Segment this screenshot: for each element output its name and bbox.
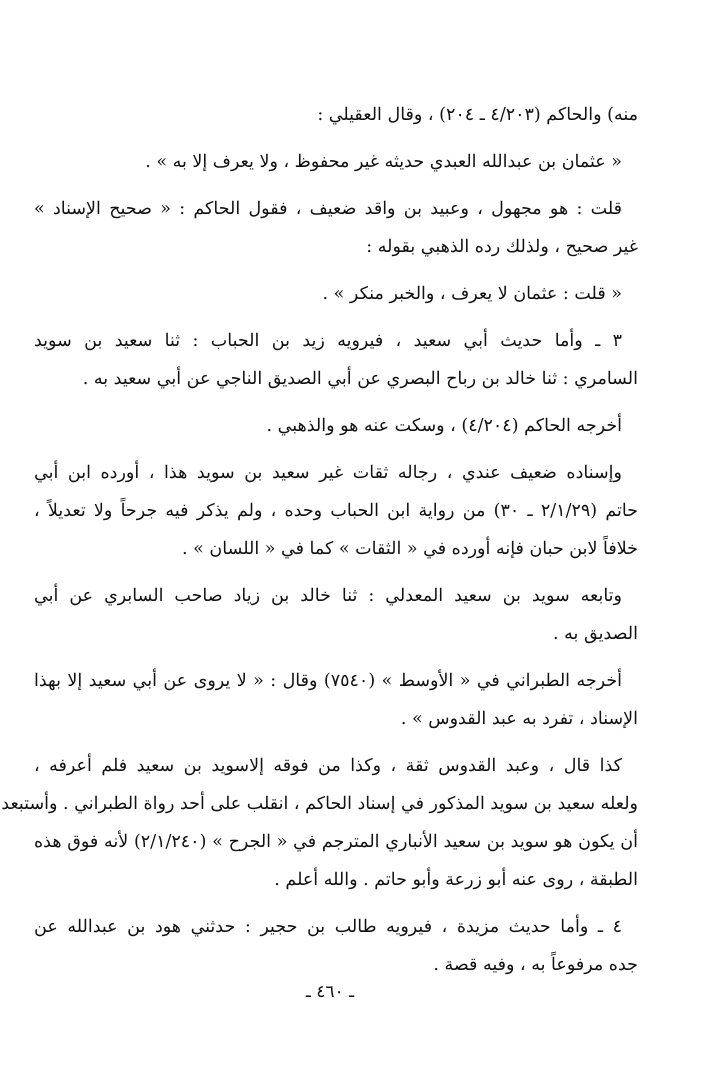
paragraph-tabarani-awsat <box>34 662 638 738</box>
text-line: منه) والحاكم (٤/٢٠٣ ـ ٢٠٤) ، وقال العقيلي : <box>317 105 638 125</box>
text-line: أخرجه الحاكم (٤/٢٠٤) ، وسكت عنه هو والذهبي . <box>266 416 622 436</box>
text-line: السامري : ثنا خالد بن رباح البصري عن أبي الصديق الناجي عن أبي سعيد به . <box>82 369 638 389</box>
paragraph-hakim-takhrij <box>34 407 638 445</box>
text-line: أخرجه الطبراني في « الأوسط » (٧٥٤٠) وقال : « لا يروى عن أبي سعيد إلا بهذا <box>34 671 622 691</box>
text-line: الصديق به . <box>553 624 638 644</box>
text-line: الإسناد ، تفرد به عبد القدوس » . <box>400 709 638 729</box>
text-line: غير صحيح ، ولذلك رده الذهبي بقوله : <box>366 237 638 257</box>
paragraph-majhul-comment <box>34 190 638 266</box>
text-line: كذا قال ، وعبد القدوس ثقة ، وكذا من فوقه إلاسويد بن سعيد فلم أعرفه ، <box>34 756 622 776</box>
text-line: الطبقة ، روى عنه أبو زرعة وأبو حاتم . والله أعلم . <box>274 870 638 890</box>
paragraph-mazyada-hadith <box>34 908 638 984</box>
text-line: وإسناده ضعيف عندي ، رجاله ثقات غير سعيد بن سويد هذا ، أورده ابن أبي <box>34 463 622 483</box>
paragraph-abu-said-hadith <box>34 322 638 398</box>
text-line: قلت : هو مجهول ، وعبيد بن واقد ضعيف ، فقول الحاكم : « صحيح الإسناد » <box>34 199 622 219</box>
text-line: « قلت : عثمان لا يعرف ، والخبر منكر » . <box>322 284 622 304</box>
page-body <box>1 96 638 993</box>
text-line: جده مرفوعاً به ، وفيه قصة . <box>433 955 638 975</box>
text-line: ٤ ـ وأما حديث مزيدة ، فيرويه طالب بن حجير : حدثني هود بن عبدالله عن <box>34 917 622 937</box>
paragraph-dhahabi-quote <box>34 275 638 313</box>
paragraph-kadha-qal <box>1 747 638 899</box>
text-line: وتابعه سويد بن سعيد المعدلي : ثنا خالد بن زياد صاحب السابري عن أبي <box>34 586 622 606</box>
text-line: « عثمان بن عبدالله العبدي حديثه غير محفوظ ، ولا يعرف إلا به » . <box>145 152 622 172</box>
text-line: حاتم (٢/١/٢٩ ـ ٣٠) من رواية ابن الحباب وحده ، ولم يذكر فيه جرحاً ولا تعديلاً ، <box>34 501 638 521</box>
page-number: ـ ٤٦٠ ـ <box>305 982 355 1002</box>
paragraph-isnad-daif <box>34 454 638 568</box>
text-line: خلافاً لابن حبان فإنه أورده في « الثقات » كما في « اللسان » . <box>182 539 638 559</box>
text-line: ٣ ـ وأما حديث أبي سعيد ، فيرويه زيد بن الحباب : ثنا سعيد بن سويد <box>34 331 622 351</box>
text-line: أن يكون هو سويد بن سعيد الأنباري المترجم في « الجرح » (٢/١/٢٤٠) لأنه فوق هذه <box>34 832 638 852</box>
paragraph-hakim-uqayli <box>34 96 638 134</box>
text-line: ولعله سعيد بن سويد المذكور في إسناد الحاكم ، انقلب على أحد رواة الطبراني . وأستبعد <box>1 794 638 814</box>
paragraph-uqayli-quote <box>34 143 638 181</box>
paragraph-suwayd-mutabaah <box>34 577 638 653</box>
